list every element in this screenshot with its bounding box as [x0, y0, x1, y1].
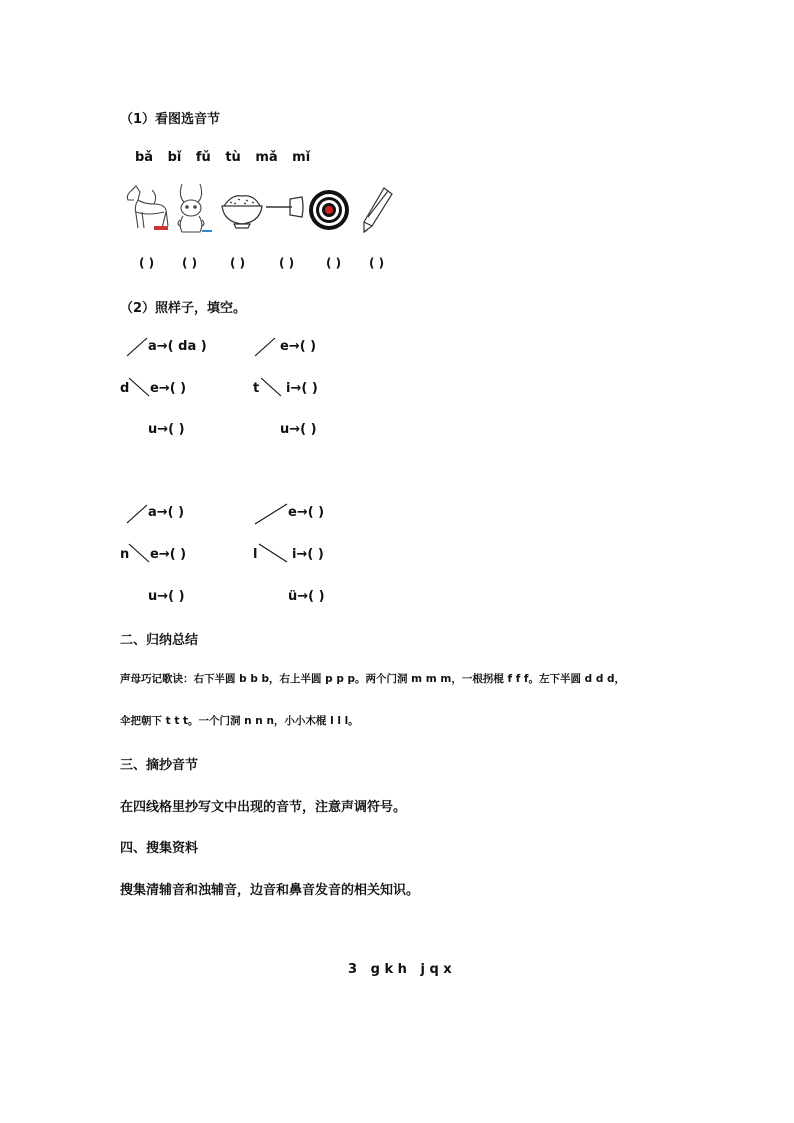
rabbit-icon — [168, 180, 216, 236]
l-e-item: e→( ) — [288, 505, 325, 520]
upper-stroke — [254, 503, 288, 525]
section1-heading: （1）看图选音节 — [120, 112, 221, 127]
upper-stroke — [126, 337, 148, 357]
syllable-options: bǎ bǐ fǔ tù mǎ mǐ — [135, 150, 311, 165]
answer-blank[interactable]: ( ) — [369, 256, 385, 270]
l-u-item: ü→( ) — [288, 589, 325, 604]
d-e-item: e→( ) — [150, 381, 187, 396]
lower-stroke — [258, 543, 288, 563]
answer-blank[interactable]: ( ) — [326, 256, 342, 270]
rice-bowl-icon — [218, 190, 266, 230]
axe-icon — [266, 195, 306, 221]
target-icon — [307, 188, 351, 232]
section2-heading: （2）照样子，填空。 — [120, 301, 247, 316]
l-i-item: i→( ) — [292, 547, 324, 562]
upper-stroke — [126, 504, 148, 524]
l-initial: l — [253, 547, 258, 562]
lower-stroke — [128, 377, 150, 397]
t-i-item: i→( ) — [286, 381, 318, 396]
answer-blank[interactable]: ( ) — [230, 256, 246, 270]
pencil-icon — [360, 186, 396, 236]
collect-heading: 四、搜集资料 — [120, 841, 199, 856]
d-u-item: u→( ) — [148, 422, 185, 437]
summary-line-1: 声母巧记歌诀：右下半圆 b b b，右上半圆 p p p。两个门洞 m m m，一根拐棍 f f f。左下半圆 d d d， — [120, 673, 626, 685]
copy-heading: 三、摘抄音节 — [120, 758, 199, 773]
d-a-item: a→( da ) — [148, 339, 207, 354]
t-e-item: e→( ) — [280, 339, 317, 354]
summary-line-2: 伞把朝下 t t t。一个门洞 n n n，小小木棍 l l l。 — [120, 715, 359, 727]
page-footer: 3 g k h j q x — [348, 962, 452, 977]
n-initial: n — [120, 547, 130, 562]
upper-stroke — [254, 337, 276, 357]
n-e-item: e→( ) — [150, 547, 187, 562]
horse-icon — [124, 182, 174, 234]
t-u-item: u→( ) — [280, 422, 317, 437]
d-initial: d — [120, 381, 130, 396]
collect-text: 搜集清辅音和浊辅音，边音和鼻音发音的相关知识。 — [120, 883, 420, 898]
answer-blank[interactable]: ( ) — [139, 256, 155, 270]
answer-blank[interactable]: ( ) — [279, 256, 295, 270]
copy-text: 在四线格里抄写文中出现的音节，注意声调符号。 — [120, 800, 407, 815]
n-a-item: a→( ) — [148, 505, 185, 520]
lower-stroke — [260, 377, 282, 397]
t-initial: t — [253, 381, 260, 396]
summary-heading: 二、归纳总结 — [120, 633, 199, 648]
n-u-item: u→( ) — [148, 589, 185, 604]
lower-stroke — [128, 543, 150, 563]
answer-blank[interactable]: ( ) — [182, 256, 198, 270]
